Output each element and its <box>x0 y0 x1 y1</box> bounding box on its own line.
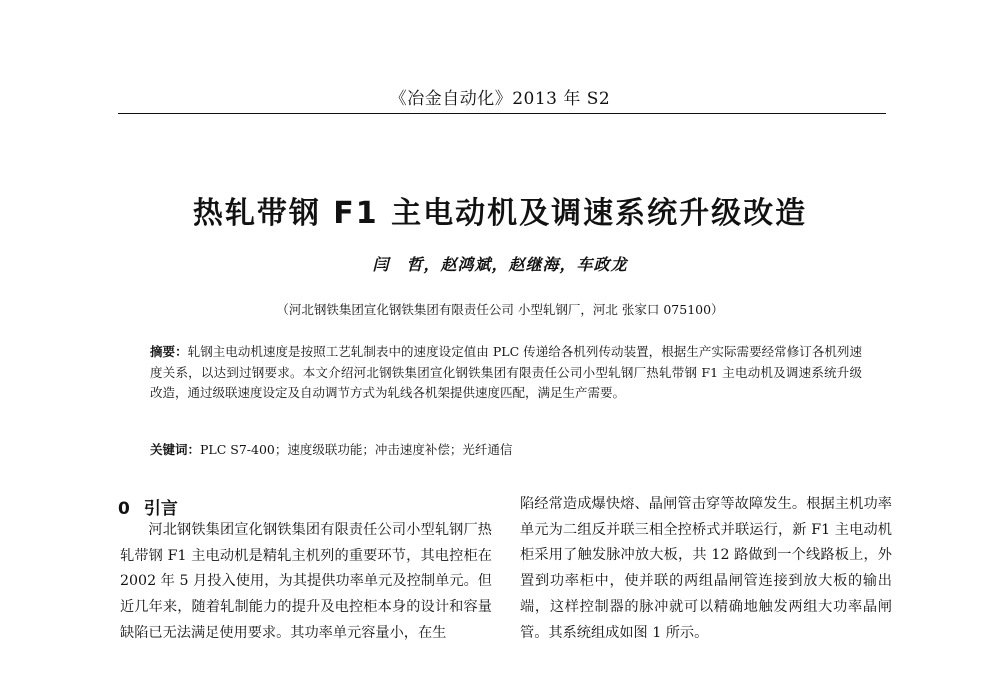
keywords-text: PLC S7-400；速度级联功能；冲击速度补偿；光纤通信 <box>200 442 513 457</box>
abstract-text: 轧钢主电动机速度是按照工艺轧制表中的速度设定值由 PLC 传递给各机列传动装置，根据生产实际需要经常修订各机列速度关系，以达到过钢要求。本文介绍河北钢铁集团宣化钢铁集团有限责任公司小型轧钢厂热轧带钢 F1 主电动机及调速系统升级改造，通过级联速度设定及自动调节方式为轧线各机架提供速度匹配，满足生产需要。 <box>150 344 862 400</box>
section-title: 引言 <box>143 499 178 519</box>
header-rule <box>118 113 886 114</box>
keywords <box>150 440 862 460</box>
abstract <box>150 342 862 404</box>
paper-title: 热轧带钢 F1 主电动机及调速系统升级改造 <box>192 196 808 231</box>
body-left-column: 河北钢铁集团宣化钢铁集团有限责任公司小型轧钢厂热轧带钢 F1 主电动机是精轧主机列的重要环节，其电控柜在 2002 年 5 月投入使用，为其提供功率单元及控制单元。但近几年来，随着轧制能力的提升及电控柜本身的设计和容量缺陷已无法满足使用要求。其功率单元容量小，在生 <box>120 522 492 641</box>
journal-header: 《冶金自动化》2013 年 S2 <box>389 89 611 109</box>
body-right-column: 陷经常造成爆快熔、晶闸管击穿等故障发生。根据主机功率单元为二组反并联三相全控桥式并联运行，新 F1 主电动机柜采用了触发脉冲放大板，共 12 路做到一个线路板上，外置到功率柜中，使并联的两组晶闸管连接到放大板的输出端，这样控制器的脉冲就可以精确地触发两组大功率晶闸管。其系统组成如图 1 所示。 <box>520 496 892 641</box>
section-heading <box>118 494 178 519</box>
section-number: 0 <box>118 499 130 519</box>
authors: 闫 哲，赵鸿斌，赵继海，车政龙 <box>372 255 628 274</box>
keywords-label: 关键词： <box>150 442 201 457</box>
abstract-label: 摘要： <box>150 344 188 359</box>
affiliation: （河北钢铁集团宣化钢铁集团有限责任公司 小型轧钢厂，河北 张家口 075100） <box>276 302 724 317</box>
